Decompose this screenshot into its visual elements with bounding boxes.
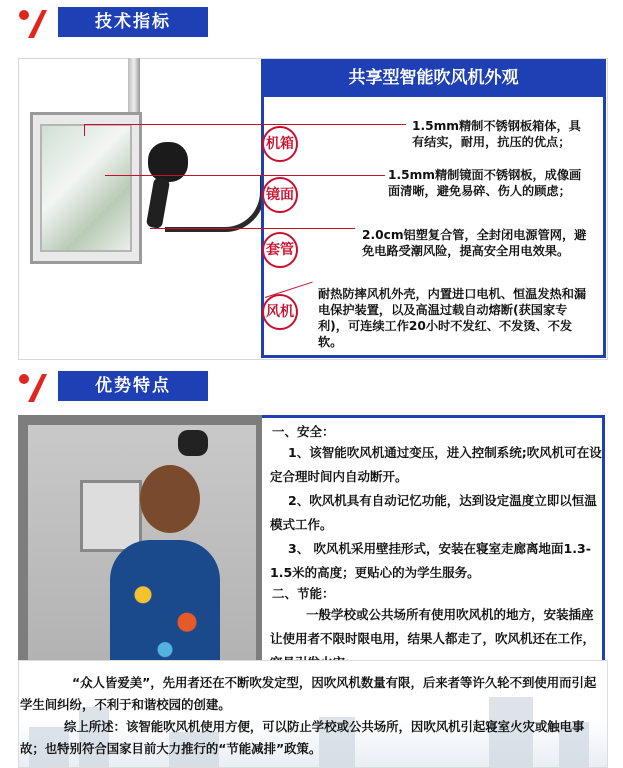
energy-heading: 二、节能：	[272, 586, 335, 601]
desc-cabinet: 1.5mm精制不锈钢板箱体，具有结实，耐用，抗压的优点；	[412, 119, 581, 149]
hair-dryer-icon	[148, 142, 188, 182]
appearance-banner: 共享型智能吹风机外观	[261, 59, 606, 97]
section-title: 优势特点	[58, 371, 208, 401]
safety-item-2: 2、吹风机具有自动记忆功能，达到设定温度立即以恒温模式工作。	[270, 493, 597, 532]
safety-item-3: 3、 吹风机采用壁挂形式，安装在寝室走廊离地面1.3-1.5米的高度；更贴心的为学生服务。	[270, 541, 591, 580]
hair-dryer-icon	[178, 430, 208, 456]
section-header-tech	[0, 4, 240, 42]
desc-mirror: 1.5mm精制镜面不锈钢板，成像画面清晰，避免易碎、伤人的顾虑；	[388, 168, 582, 198]
desc-fan: 耐热防摔风机外壳，内置进口电机、恒温发热和漏电保护装置，以及高温过载自动熔断(获国家专利)，可连续工作20小时不发红、不发烫、不发软。	[318, 287, 587, 349]
energy-text: 一般学校或公共场所有使用吹风机的地方，安装插座让使用者不限时限电用，结果人都走了，吹风机还在工作，	[270, 607, 596, 646]
photo-cabinet-image	[80, 480, 142, 552]
section-header-advantages	[0, 368, 240, 406]
photo-person-image	[110, 540, 220, 677]
mount-pole	[128, 58, 140, 118]
desc-tube: 2.0cm铝塑复合管，全封闭电源管网，避免电路受潮风险，提高安全用电效果。	[362, 228, 587, 258]
summary-text: 综上所述：该智能吹风机使用方便，可以防止学校或公共场所，因吹风机引起寝室火灾或触电事故；也特别符合国家目前大力推行的“节能减排”政策。	[20, 719, 585, 756]
mirror-image	[40, 124, 132, 252]
photo-person-head	[140, 465, 200, 533]
label-tube: 套管	[262, 232, 298, 268]
safety-item-1: 1、该智能吹风机通过变压，进入控制系统;吹风机可在设定合理时间内自动断开。	[270, 445, 602, 484]
section-title: 技术指标	[58, 7, 208, 37]
percent-mark-icon	[16, 6, 50, 40]
label-mirror: 镜面	[262, 177, 298, 213]
pointer-line	[105, 175, 385, 176]
safety-heading: 一、安全：	[272, 424, 335, 439]
pointer-line	[84, 124, 406, 125]
label-cabinet: 机箱	[262, 126, 298, 162]
percent-mark-icon	[16, 370, 50, 404]
pointer-line	[84, 124, 85, 136]
label-fan: 风机	[262, 294, 298, 330]
pointer-line	[150, 228, 355, 229]
popular-text: “众人皆爱美”，先用者还在不断吹发定型，因吹风机数量有限，后来者等许久轮不到使用而引起学生间纠纷，不利于和谐校园的创建。	[20, 675, 597, 712]
